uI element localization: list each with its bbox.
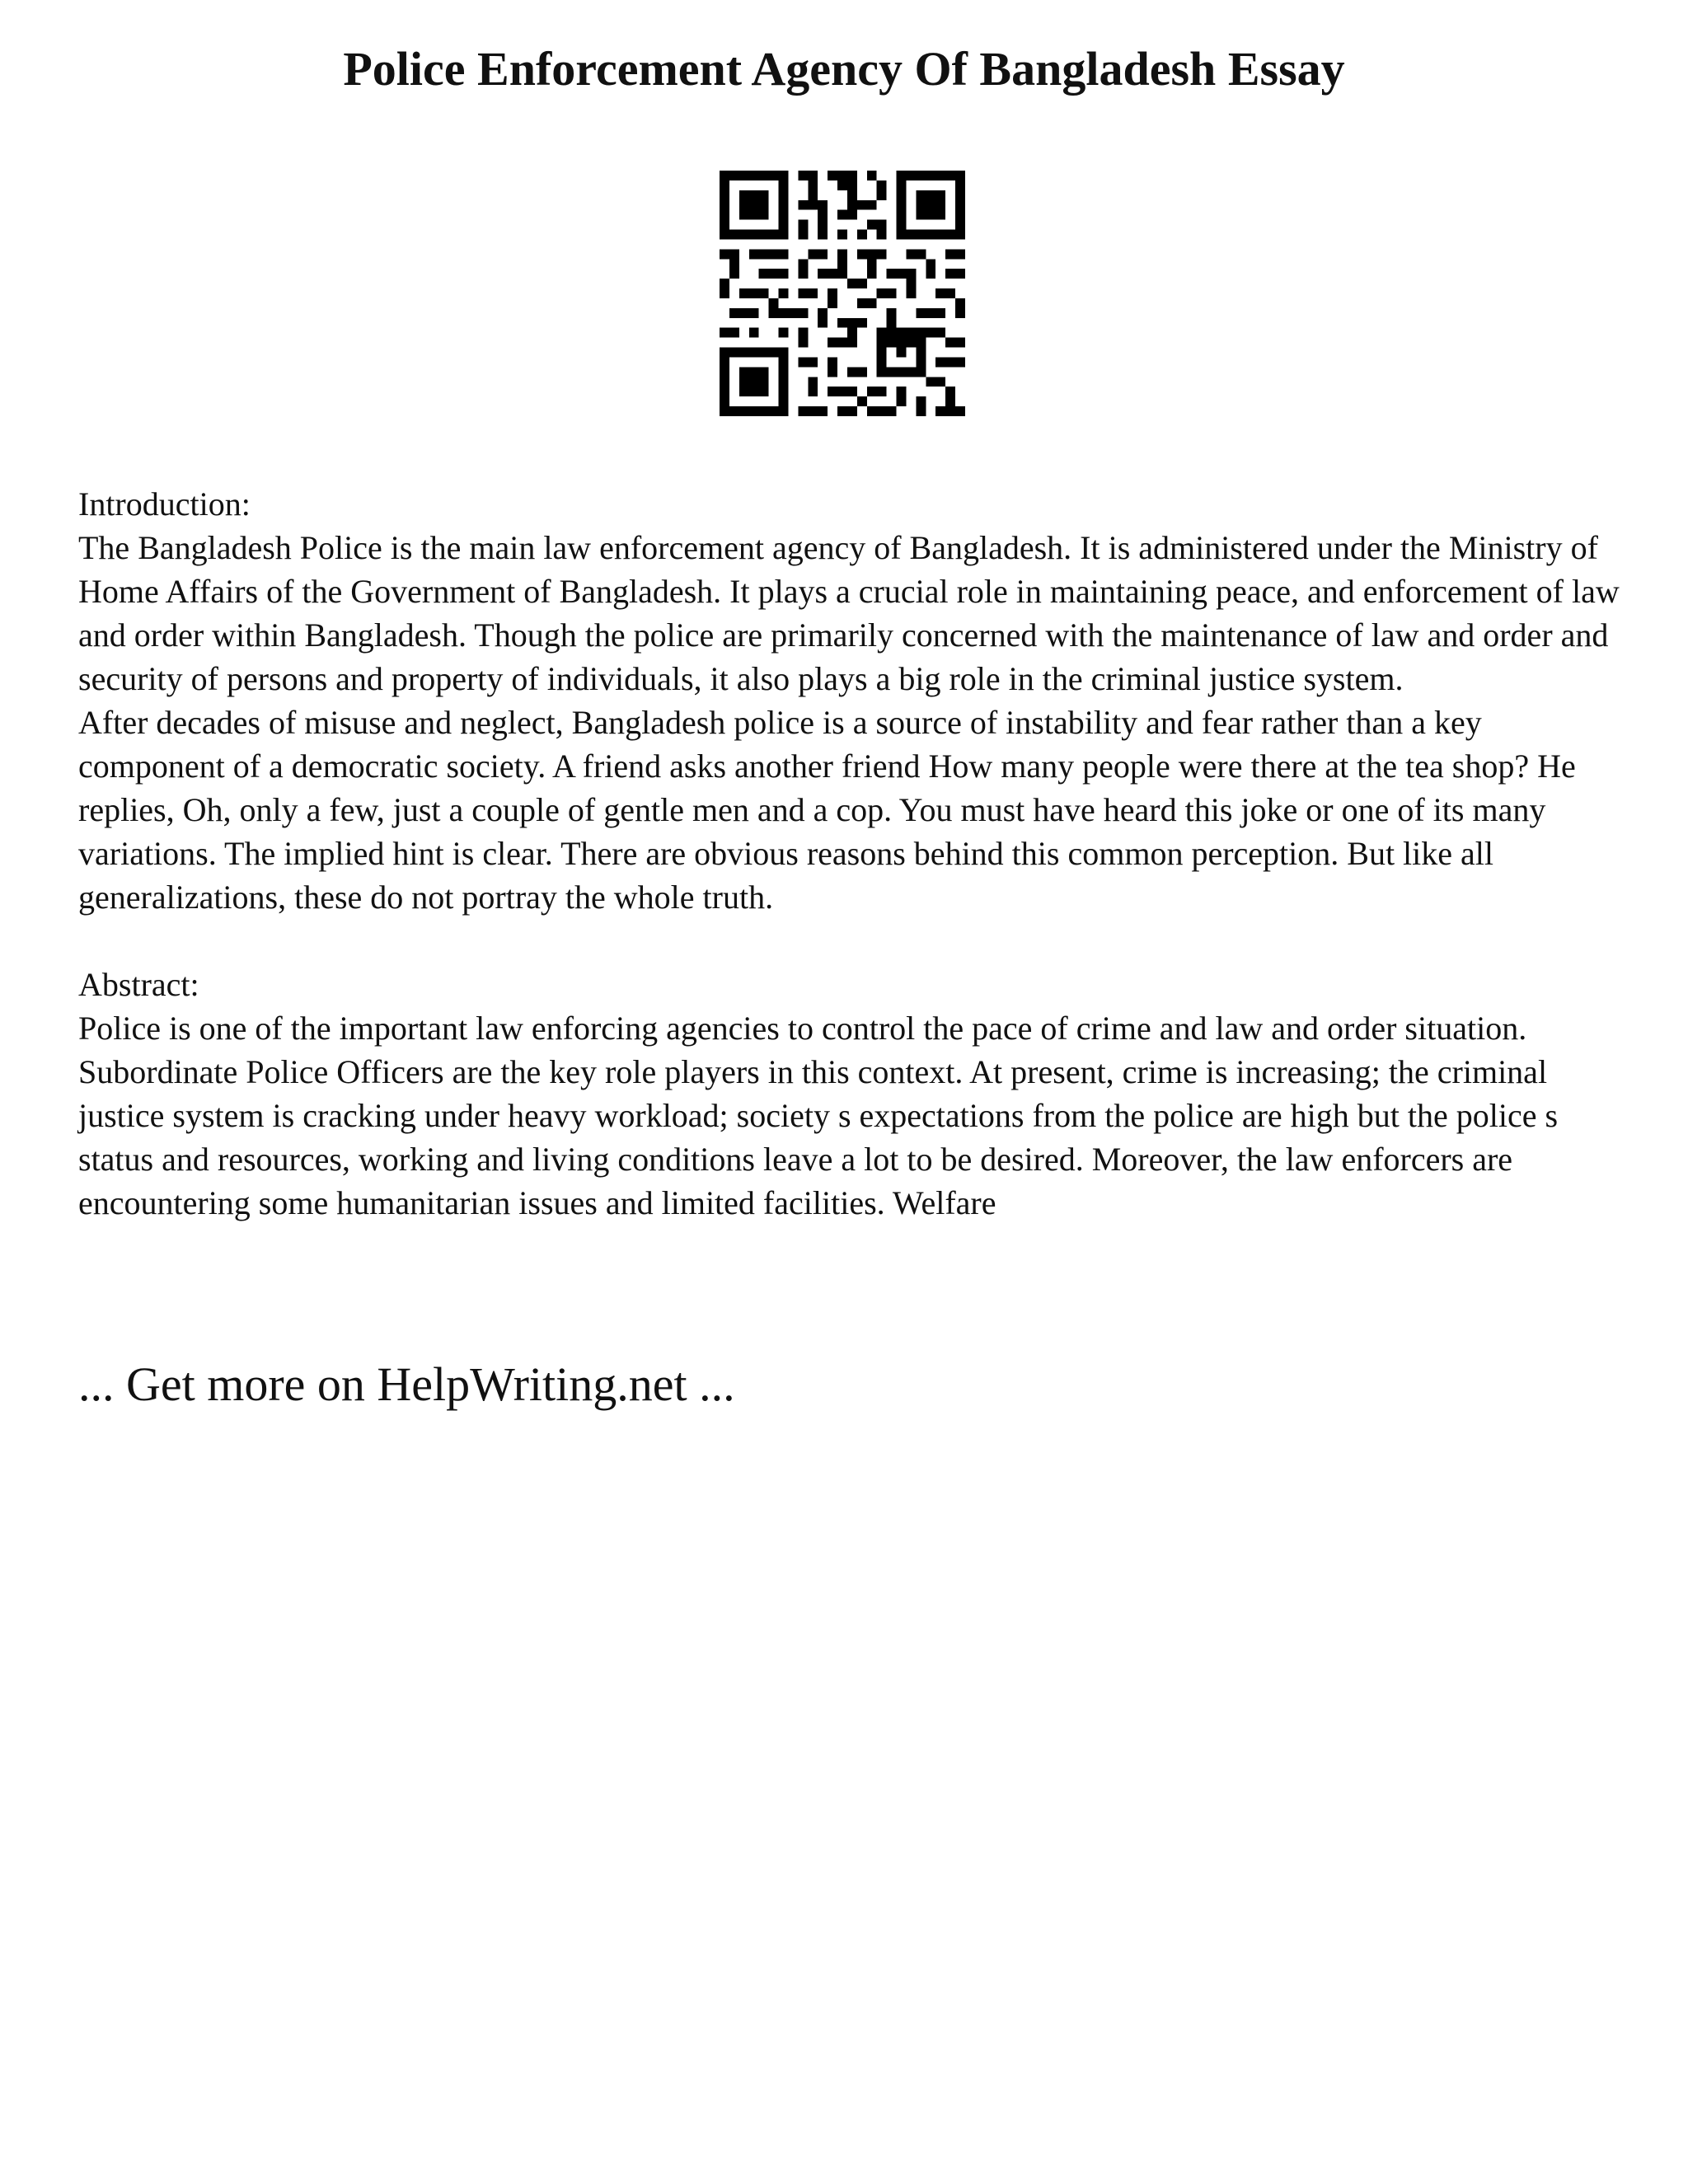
- abstract-heading: Abstract:: [78, 966, 199, 1003]
- introduction-heading: Introduction:: [78, 485, 251, 523]
- introduction-paragraph: The Bangladesh Police is the main law enforcement agency of Bangladesh. It is administered under the Ministry of Home Affairs of the Government of Bangladesh. It plays a crucial role in maintaining peace, and enforcement of law and order within Bangladesh. Though the police are primarily concerned with the maintenance of law and order and security of persons and property of individuals, it also plays a big role in the criminal justice system.: [78, 529, 1620, 697]
- abstract-paragraph: Police is one of the important law enforcing agencies to control the pace of crime and law and order situation. Subordinate Police Officers are the key role players in this context. At present, crime is increasing; the criminal justice system is cracking under heavy workload; society s expectations from the police are high but the police s status and resources, working and living conditions leave a lot to be desired. Moreover, the law enforcers are encountering some humanitarian issues and limited facilities. Welfare: [78, 1010, 1559, 1221]
- paragraph-spacer: [78, 919, 1628, 963]
- get-more-link[interactable]: ... Get more on HelpWriting.net ...: [78, 1357, 735, 1411]
- page-title: Police Enforcement Agency Of Bangladesh Essay: [343, 42, 1345, 96]
- introduction-paragraph: After decades of misuse and neglect, Bangladesh police is a source of instability and fear rather than a key component of a democratic society. A friend asks another friend How many people were there at the tea shop? He replies, Oh, only a few, just a couple of gentle men and a cop. You must have heard this joke or one of its many variations. The implied hint is clear. There are obvious reasons behind this common perception. But like all generalizations, these do not portray the whole truth.: [78, 704, 1576, 916]
- qr-code-icon: [720, 171, 965, 416]
- essay-body: [78, 482, 1628, 1225]
